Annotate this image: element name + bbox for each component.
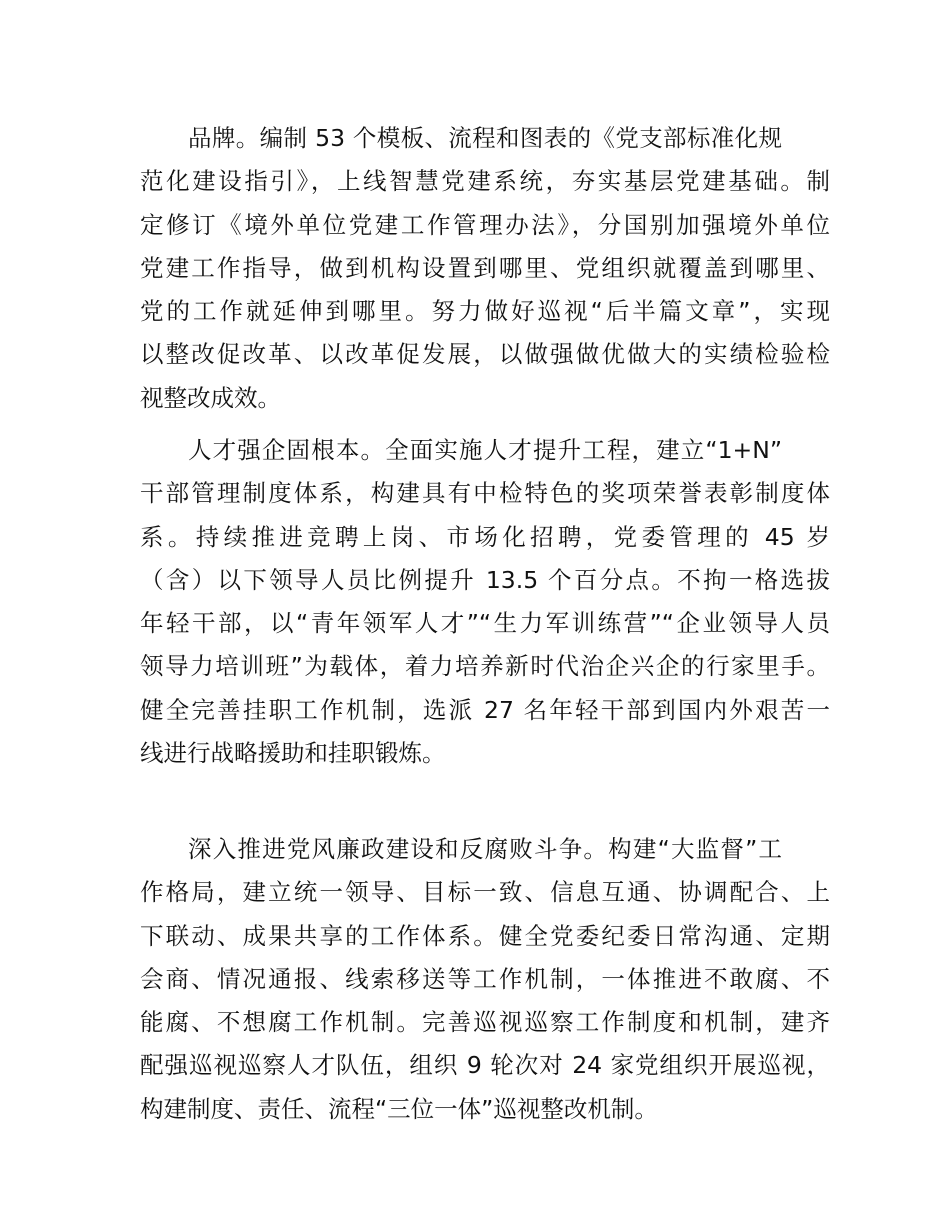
- paragraph-anti-corruption: [140, 828, 830, 1131]
- text-line: 线进行战略援助和挂职锻炼。: [140, 739, 446, 768]
- paragraph-party-building: [140, 117, 830, 420]
- text-line: 会商、情况通报、线索移送等工作机制，一体推进不敢腐、不: [140, 964, 830, 993]
- paragraph-talent: [140, 429, 830, 775]
- text-line: 年轻干部，以“青年领军人才”“生力军训练营”“企业领导人员: [140, 609, 830, 638]
- text-line: 视整改成效。: [140, 383, 281, 412]
- text-line: 健全完善挂职工作机制，选派 27 名年轻干部到国内外艰苦一: [140, 695, 830, 724]
- text-line: 作格局，建立统一领导、目标一致、信息互通、协调配合、上: [140, 878, 830, 907]
- text-line: 下联动、成果共享的工作体系。健全党委纪委日常沟通、定期: [140, 921, 830, 950]
- text-line: 配强巡视巡察人才队伍，组织 9 轮次对 24 家党组织开展巡视，: [140, 1051, 830, 1080]
- text-line: 品牌。编制 53 个模板、流程和图表的《党支部标准化规: [188, 124, 782, 152]
- text-line: 构建制度、责任、流程“三位一体”巡视整改机制。: [140, 1094, 658, 1123]
- text-line: 能腐、不想腐工作机制。完善巡视巡察工作制度和机制，建齐: [140, 1008, 830, 1037]
- text-line: 人才强企固根本。全面实施人才提升工程，建立“1+N”: [188, 436, 782, 464]
- text-line: 党的工作就延伸到哪里。努力做好巡视“后半篇文章”，实现: [140, 297, 830, 326]
- text-line: 党建工作指导，做到机构设置到哪里、党组织就覆盖到哪里、: [140, 253, 830, 282]
- text-line: 干部管理制度体系，构建具有中检特色的奖项荣誉表彰制度体: [140, 479, 830, 508]
- text-line: 深入推进党风廉政建设和反腐败斗争。构建“大监督”工: [188, 835, 782, 863]
- text-line: （含）以下领导人员比例提升 13.5 个百分点。不拘一格选拔: [140, 565, 830, 594]
- text-line: 领导力培训班”为载体，着力培养新时代治企兴企的行家里手。: [140, 652, 830, 681]
- text-line: 系。持续推进竞聘上岗、市场化招聘，党委管理的 45 岁: [140, 522, 830, 551]
- text-line: 范化建设指引》，上线智慧党建系统，夯实基层党建基础。制: [140, 167, 830, 196]
- text-line: 定修订《境外单位党建工作管理办法》，分国别加强境外单位: [140, 210, 830, 239]
- text-line: 以整改促改革、以改革促发展，以做强做优做大的实绩检验检: [140, 340, 830, 369]
